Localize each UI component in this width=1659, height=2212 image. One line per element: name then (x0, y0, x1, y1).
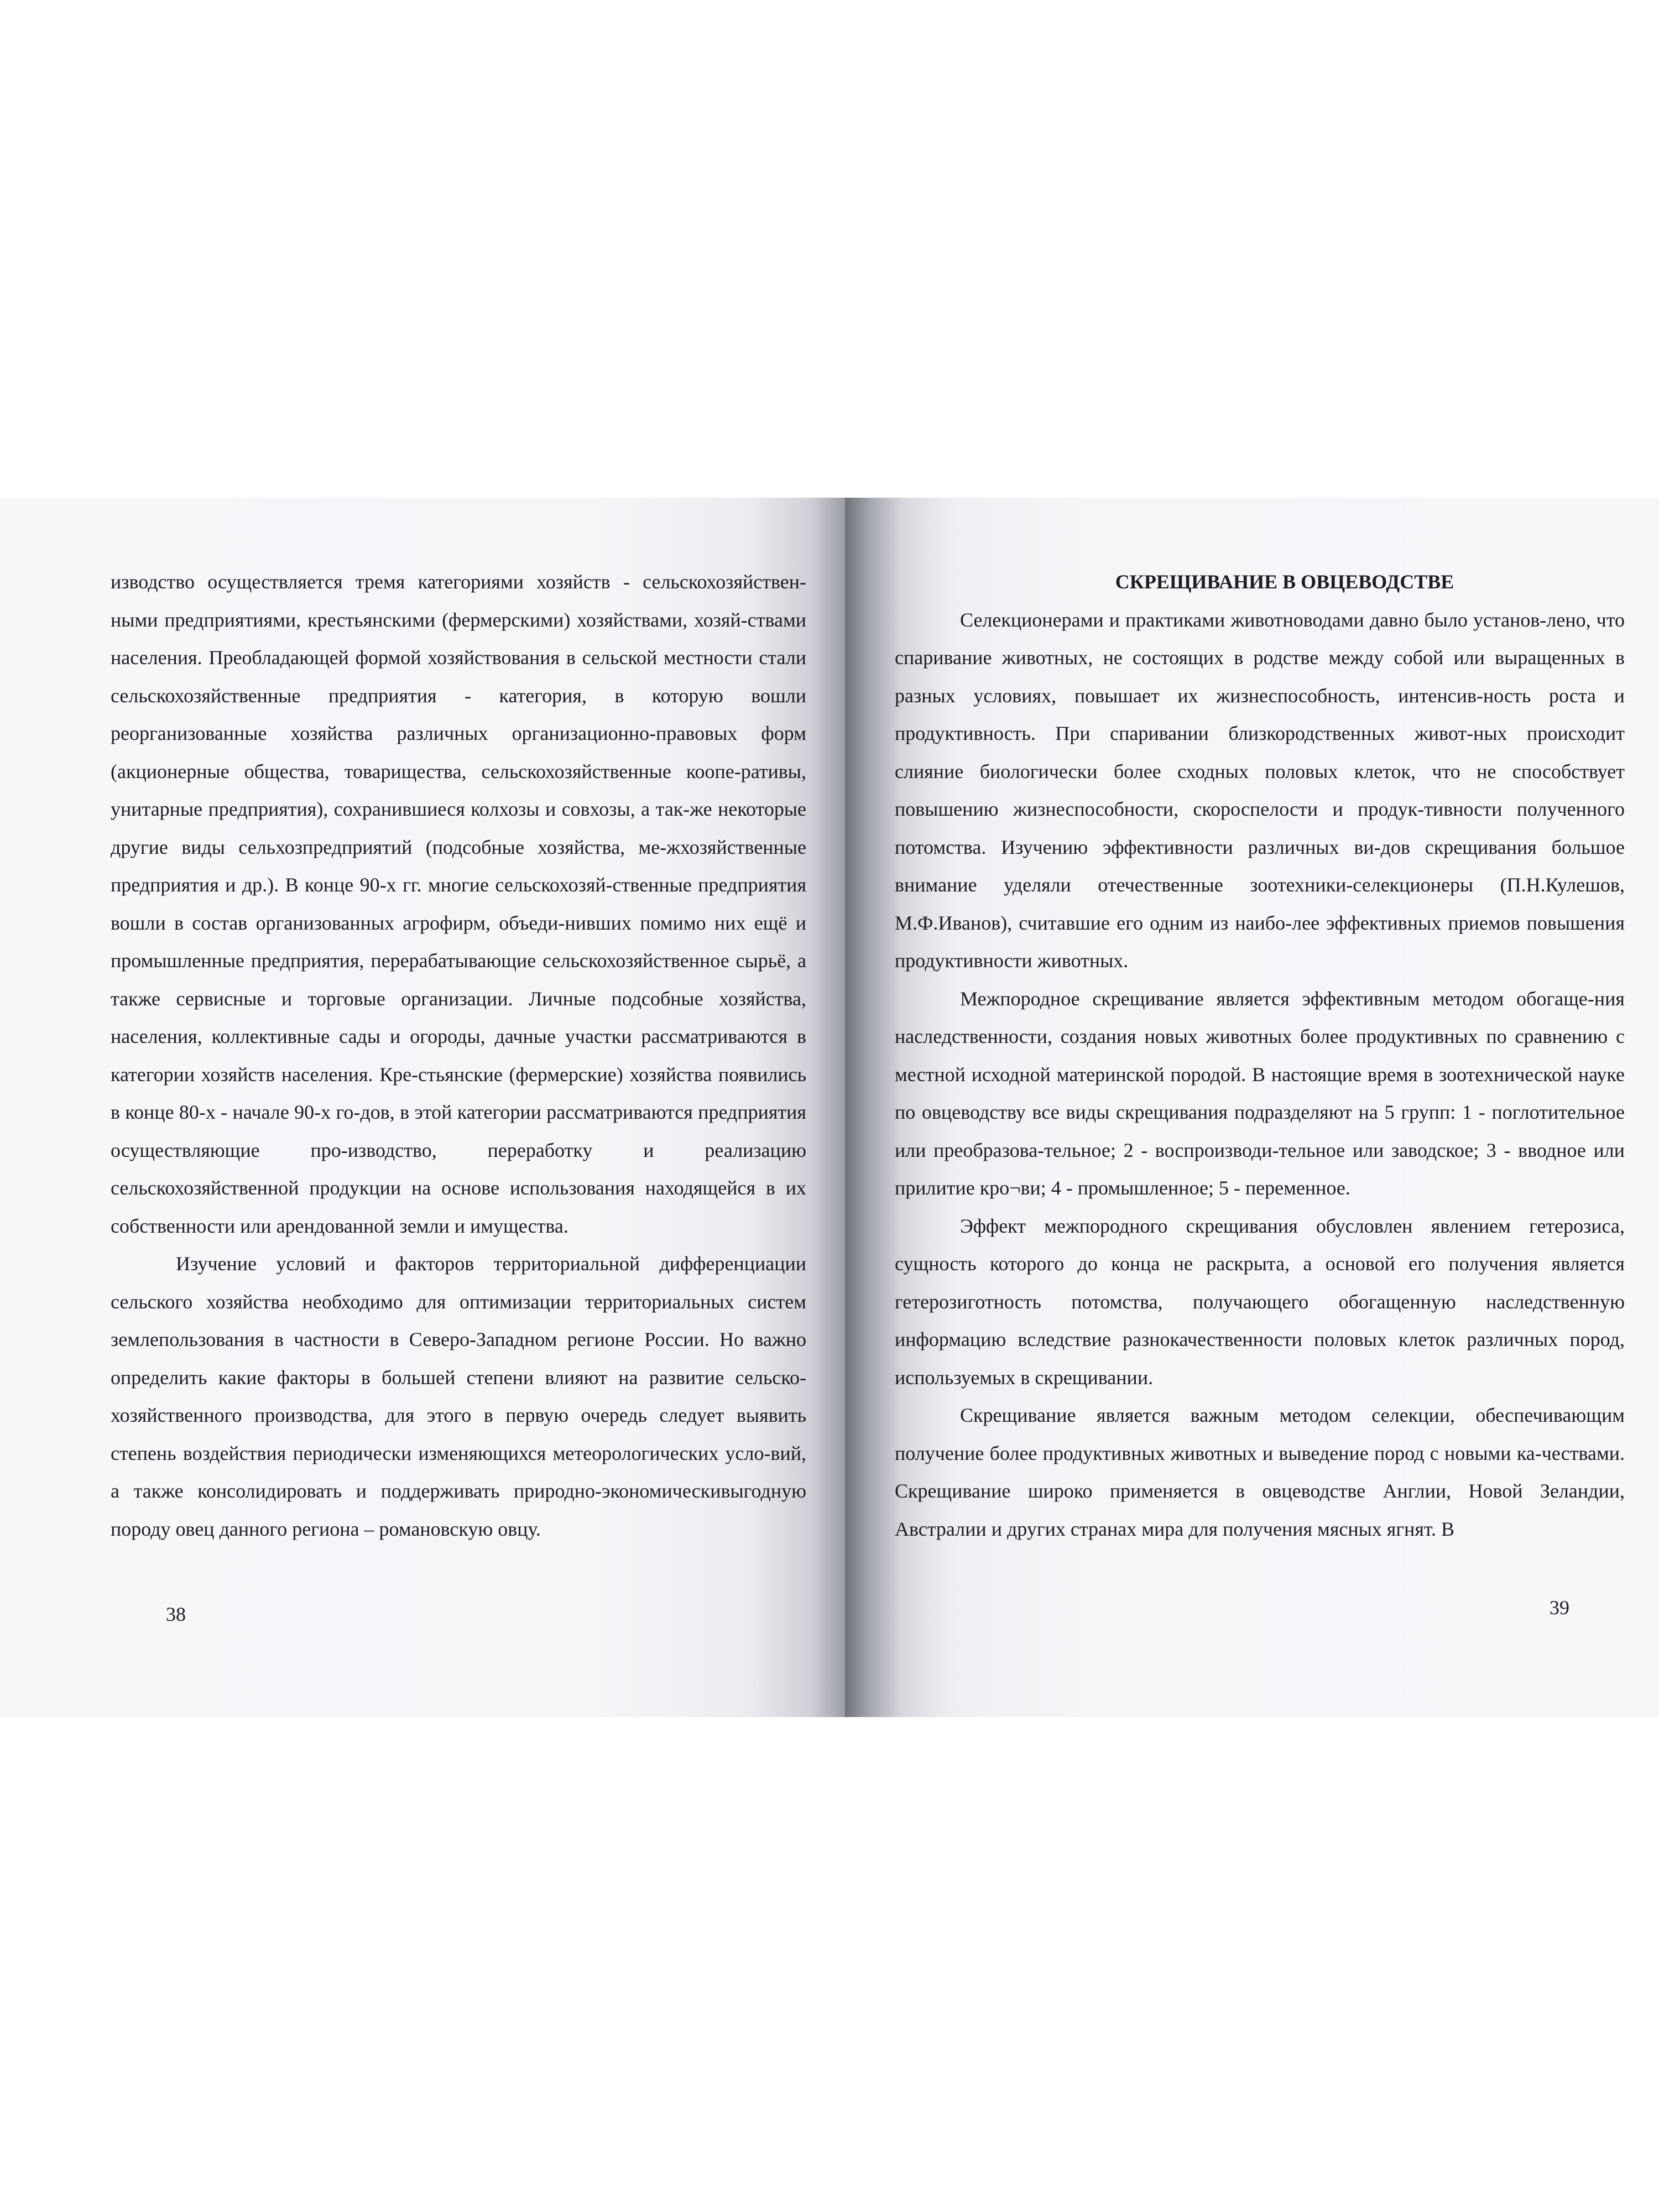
page-number-right: 39 (1550, 1597, 1569, 1619)
right-paragraph-4: Скрещивание является важным методом селекции, обеспечивающим получение более продуктивных животных и выведение пород с новыми ка-чествами. Скрещивание широко применяется в овцеводстве Англии, Новой Зеландии, Австралии и других странах мира для получения мясных ягнят. В (895, 1404, 1625, 1540)
right-page (845, 498, 1659, 1717)
right-paragraph-2: Межпородное скрещивание является эффективным методом обогаще-ния наследственности, создания новых животных более продуктивных по сравнению с местной исходной материнской породой. В настоящие время в зоотехнической науке по овцеводству все виды скрещивания подразделяют на 5 групп: 1 - поглотительное или преобразова-тельное; 2 - воспроизводи-тельное или заводское; 3 - вводное или прилитие кро¬ви; 4 - промышленное; 5 - переменное. (895, 987, 1625, 1199)
left-page (0, 498, 845, 1717)
right-page-body (895, 563, 1625, 1548)
book-spread (0, 498, 1659, 1717)
section-heading: СКРЕЩИВАНИЕ В ОВЦЕВОДСТВЕ (1115, 571, 1454, 593)
left-paragraph-1: изводство осуществляется тремя категориями хозяйств - сельскохозяйствен-ными предприятиями, крестьянскими (фермерскими) хозяйствами, хозяй-ствами населения. Преобладающей формой хозяйствования в сельской местности стали сельскохозяйственные предприятия - категория, в которую вошли реорганизованные хозяйства различных организационно-правовых форм (акционерные общества, товарищества, сельскохозяйственные коопе-ративы, унитарные предприятия), сохранившиеся колхозы и совхозы, а так-же некоторые другие виды сельхозпредприятий (подсобные хозяйства, ме-жхозяйственные предприятия и др.). В конце 90-х гг. многие сельскохозяй-ственные предприятия вошли в состав организованных агрофирм, объеди-нивших помимо них ещё и промышленные предприятия, перерабатывающие сельскохозяйственное сырьё, а также сервисные и торговые организации. Личные подсобные хозяйства, населения, коллективные сады и огороды, дачные участки рассматриваются в категории хозяйств населения. Кре-стьянские (фермерские) хозяйства появились в конце 80-х - начале 90-х го-дов, в этой категории рассматриваются предприятия осуществляющие про-изводство, переработку и реализацию сельскохозяйственной продукции на основе использования находящейся в их собственности или арендованной земли и имущества. (111, 571, 806, 1237)
right-paragraph-3: Эффект межпородного скрещивания обусловлен явлением гетерозиса, сущность которого до конца не раскрыта, а основой его получения является гетерозиготность потомства, получающего обогащенную наследственную информацию вследствие разнокачественности половых клеток различных пород, используемых в скрещивании. (895, 1214, 1625, 1389)
left-page-body (111, 563, 806, 1548)
right-paragraph-1: Селекционерами и практиками животноводами давно было установ-лено, что спаривание животных, не состоящих в родстве между собой или выращенных в разных условиях, повышает их жизнеспособность, интенсив-ность роста и продуктивность. При спаривании близкородственных живот-ных происходит слияние биологически более сходных половых клеток, что не способствует повышению жизнеспособности, скороспелости и продук-тивности полученного потомства. Изучению эффективности различных ви-дов скрещивания большое внимание уделяли отечественные зоотехники-селекционеры (П.Н.Кулешов, М.Ф.Иванов), считавшие его одним из наибо-лее эффективных приемов повышения продуктивности животных. (895, 608, 1625, 972)
page-number-left: 38 (166, 1603, 186, 1625)
left-paragraph-2: Изучение условий и факторов территориальной дифференциации сельского хозяйства необходимо для оптимизации территориальных систем землепользования в частности в Северо-Западном регионе России. Но важно определить какие факторы в большей степени влияют на развитие сельско-хозяйственного производства, для этого в первую очередь следует выявить степень воздействия периодически изменяющихся метеорологических усло-вий, а также консолидировать и поддерживать природно-экономическивыгодную породу овец данного региона – романовскую овцу. (111, 1253, 806, 1540)
